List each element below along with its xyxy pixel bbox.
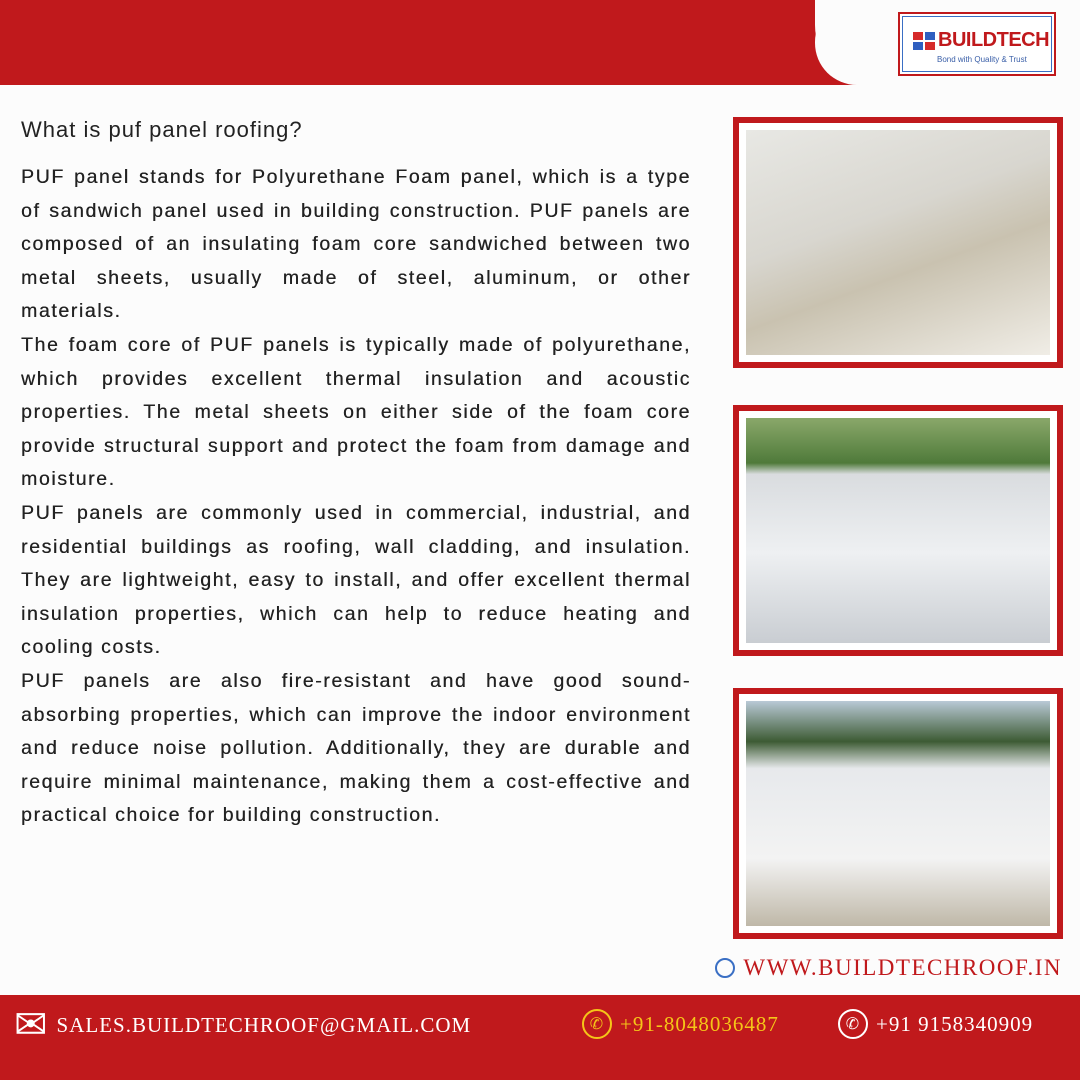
paragraph: PUF panels are also fire-resistant and have good sound-absorbing properties, which can improve the indoor environment and reduce noise pollution. Additionally, they are durable and require minimal maintenance, making them a cost-effective and practical choice for building construction.: [21, 669, 691, 827]
paragraph: PUF panels are commonly used in commercial, industrial, and residential buildings as roofing, wall cladding, and insulation. They are lightweight, easy to install, and offer excellent thermal insulation properties, which can help to reduce heating and cooling costs.: [21, 501, 691, 659]
phone-icon: ✆: [838, 1009, 868, 1039]
article-body: [21, 161, 691, 833]
paragraph: The foam core of PUF panels is typically made of polyurethane, which provides excellent thermal insulation and acoustic properties. The metal sheets on either side of the foam core provide structural support and protect the foam from damage and moisture.: [21, 333, 691, 491]
page-title: What is puf panel roofing?: [21, 117, 303, 142]
email-text: SALES.BUILDTECHROOF@GMAIL.COM: [56, 1012, 472, 1037]
puf-panel-edge-photo: [746, 701, 1050, 926]
photo-frame-roof-panels: [733, 405, 1063, 656]
footer-bar: [0, 995, 1080, 1080]
globe-icon: [715, 958, 735, 978]
photo-frame-puf-panel-edge: [733, 688, 1063, 939]
phone-contact-2[interactable]: [838, 1009, 1033, 1039]
website-text: WWW.BUILDTECHROOF.IN: [743, 955, 1062, 980]
logo-tagline: Bond with Quality & Trust: [937, 55, 1027, 64]
paragraph: PUF panel stands for Polyurethane Foam panel, which is a type of sandwich panel used in building construction. PUF panels are composed of an insulating foam core sandwiched between two metal sheets, usually made of steel, aluminum, or other materials.: [21, 166, 691, 323]
email-contact[interactable]: [14, 1002, 472, 1047]
logo-text: BUILDTECH: [938, 29, 1050, 51]
phone-text-2: +91 9158340909: [876, 1011, 1034, 1036]
buildtech-logo[interactable]: [898, 12, 1056, 76]
phone-text-1: +91-8048036487: [620, 1011, 779, 1036]
roof-panels-photo: [746, 418, 1050, 643]
website-link[interactable]: [715, 955, 1062, 981]
envelope-icon: ✉: [14, 1002, 49, 1047]
roof-install-photo: [746, 130, 1050, 355]
phone-icon: ✆: [582, 1009, 612, 1039]
logo-squares-icon: [913, 32, 935, 50]
phone-contact-1[interactable]: [582, 1009, 779, 1039]
photo-frame-roof-install: [733, 117, 1063, 368]
